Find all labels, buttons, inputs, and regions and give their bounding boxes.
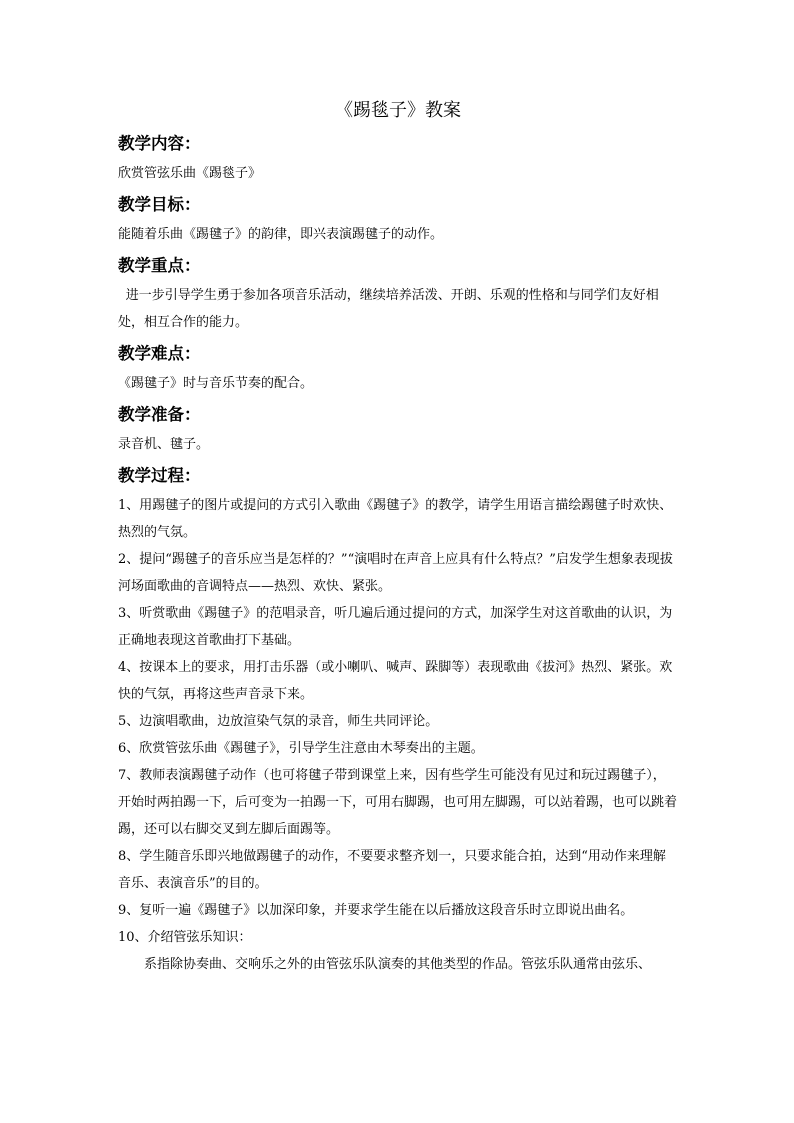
teaching-focus-text: 进一步引导学生勇于参加各项音乐活动，继续培养活泼、开朗、乐观的性格和与同学们友好相处，相互合作的能力。 [118, 288, 659, 330]
process-step-3: 3、听赏歌曲《踢毽子》的范唱录音，听几遍后通过提问的方式，加深学生对这首歌曲的认识，为正确地表现这首歌曲打下基础。 [118, 606, 673, 648]
process-step-10: 10、介绍管弦乐知识： [118, 930, 252, 945]
document-page [118, 96, 678, 980]
process-step-2: 2、提问“踢毽子的音乐应当是怎样的？”“演唱时在声音上应具有什么特点？”启发学生想象表现拔河场面歌曲的音调特点——热烈、欢快、紧张。 [118, 552, 673, 594]
heading-teaching-preparation: 教学准备： [118, 405, 201, 424]
document-title: 《踢毯子》教案 [335, 100, 461, 121]
process-step-7: 7、教师表演踢毽子动作（也可将毽子带到课堂上来，因有些学生可能没有见过和玩过踢毽子），开始时两拍踢一下，后可变为一拍踢一下，可用右脚踢，也可用左脚踢，可以站着踢，也可以跳着踢，还可以右脚交叉到左脚后面踢等。 [118, 768, 678, 837]
process-step-4: 4、按课本上的要求，用打击乐器（或小喇叭、喊声、跺脚等）表现歌曲《拔河》热烈、紧张。欢快的气氛，再将这些声音录下来。 [118, 660, 673, 702]
heading-teaching-focus: 教学重点： [118, 256, 201, 275]
heading-teaching-process: 教学过程： [118, 466, 201, 485]
process-step-9: 9、复听一遍《踢毽子》以加深印象，并要求学生能在以后播放这段音乐时立即说出曲名。 [118, 903, 634, 918]
heading-teaching-goal: 教学目标： [118, 195, 201, 214]
teaching-preparation-text: 录音机、毽子。 [118, 437, 210, 452]
heading-teaching-content: 教学内容： [118, 134, 201, 153]
process-step-8: 8、学生随音乐即兴地做踢毽子的动作，不要要求整齐划一，只要求能合拍，达到“用动作来理解音乐、表演音乐”的目的。 [118, 849, 666, 891]
teaching-process-list [118, 492, 678, 951]
process-step-6: 6、欣赏管弦乐曲《踢毽子》，引导学生注意由木琴奏出的主题。 [118, 741, 484, 756]
teaching-goal-text: 能随着乐曲《踢毽子》的韵律，即兴表演踢毽子的动作。 [118, 227, 444, 242]
teaching-difficulty-text: 《踢毽子》时与音乐节奏的配合。 [118, 376, 314, 391]
process-step-5: 5、边演唱歌曲，边放渲染气氛的录音，师生共同评论。 [118, 714, 439, 729]
teaching-content-text: 欣赏管弦乐曲《踢毯子》 [118, 166, 262, 181]
heading-teaching-difficulty: 教学难点： [118, 344, 201, 363]
process-step-1: 1、用踢毽子的图片或提问的方式引入歌曲《踢毽子》的教学，请学生用语言描绘踢毽子时欢快、热烈的气氛。 [118, 498, 673, 540]
orchestral-intro-text: 系指除协奏曲、交响乐之外的由管弦乐队演奏的其他类型的作品。管弦乐队通常由弦乐、 [144, 957, 652, 972]
